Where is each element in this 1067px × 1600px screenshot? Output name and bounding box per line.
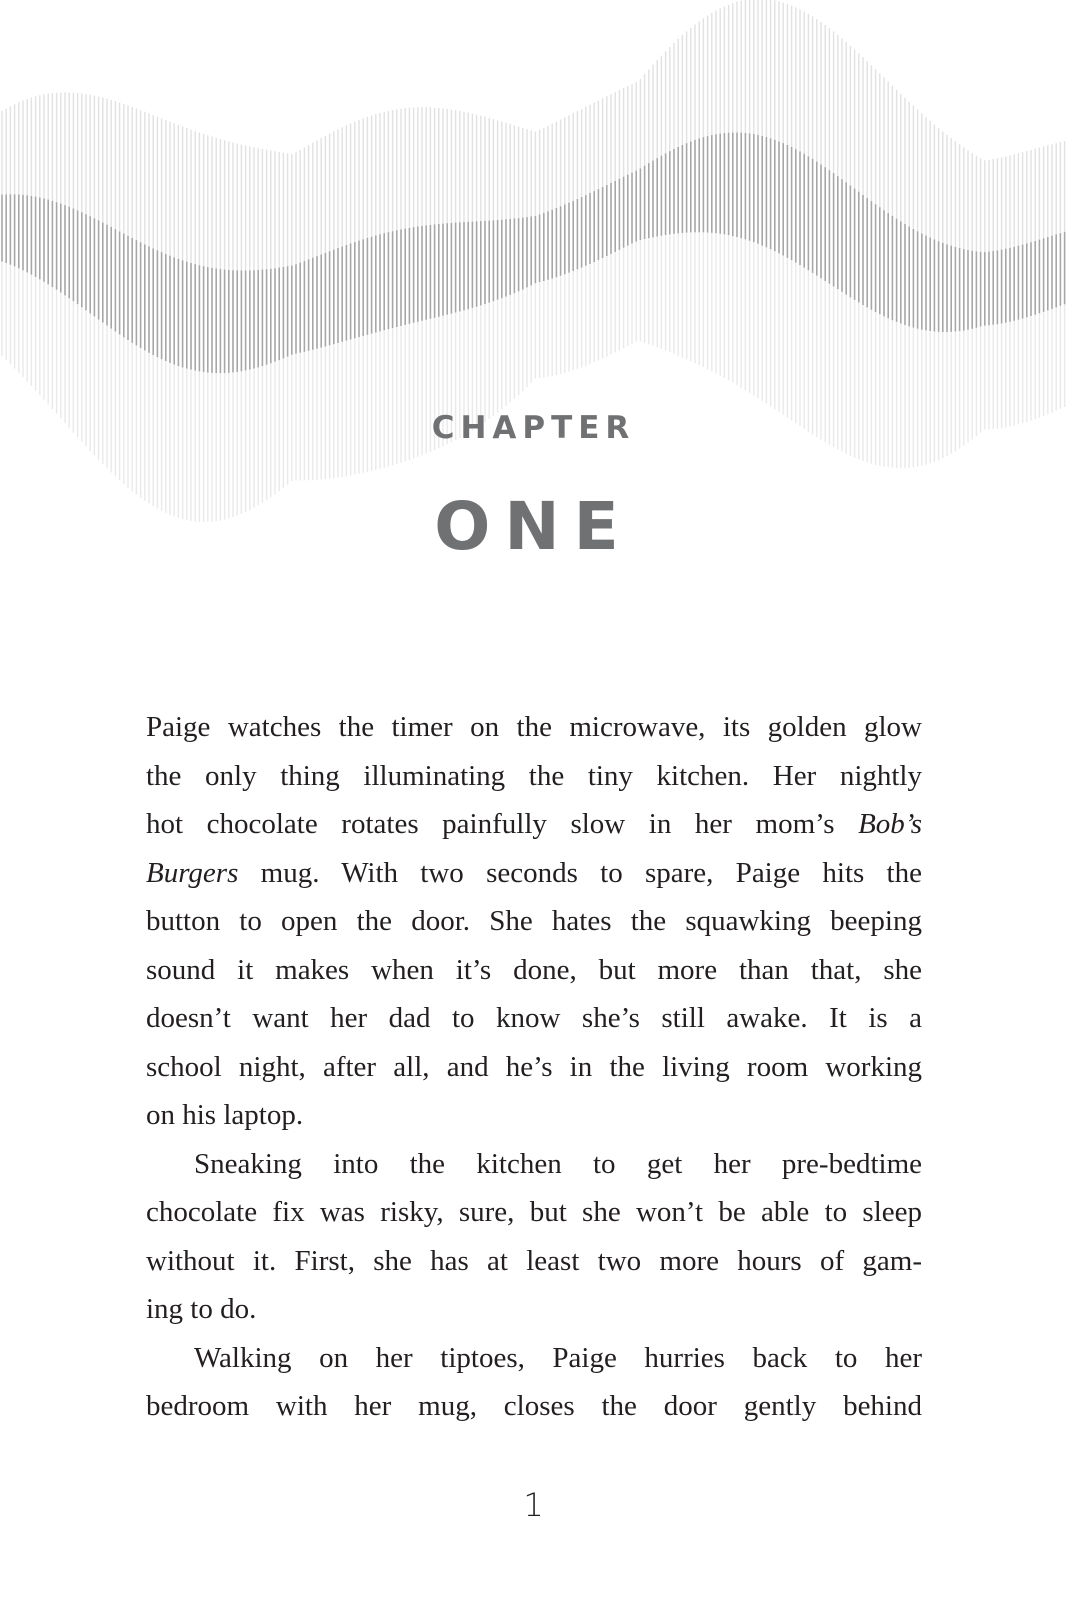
page-number: 1 <box>523 1486 544 1524</box>
text-line: ing to do. <box>146 1293 257 1325</box>
paragraph <box>146 1334 922 1431</box>
text-line: Burgers mug. With two seconds to spare, Paige hits the <box>146 856 922 889</box>
text-line: chocolate fix was risky, sure, but she won’t be able to sleep <box>146 1196 922 1228</box>
paragraph <box>146 703 922 1140</box>
text-line: on his laptop. <box>146 1099 304 1131</box>
sound-wave-icon <box>0 0 1067 700</box>
text-line: button to open the door. She hates the squawking beeping <box>146 905 922 937</box>
text-line: sound it makes when it’s done, but more than that, she <box>146 953 922 986</box>
chapter-number: ONE <box>434 488 633 565</box>
text-line: hot chocolate rotates painfully slow in her mom’s Bob’s <box>146 808 922 840</box>
body-text <box>146 703 922 1431</box>
text-line: without it. First, she has at least two more hours of gam- <box>146 1244 922 1277</box>
text-line: Sneaking into the kitchen to get her pre-bedtime <box>194 1147 922 1180</box>
chapter-label: CHAPTER <box>431 410 636 446</box>
text-line: the only thing illuminating the tiny kitchen. Her nightly <box>146 759 922 792</box>
text-line: doesn’t want her dad to know she’s still awake. It is a <box>146 1002 922 1034</box>
text-line: bedroom with her mug, closes the door gently behind <box>146 1390 922 1422</box>
text-line: school night, after all, and he’s in the living room working <box>146 1050 922 1083</box>
paragraph <box>146 1140 922 1334</box>
text-line: Paige watches the timer on the microwave, its golden glow <box>146 711 922 743</box>
text-line: Walking on her tiptoes, Paige hurries back to her <box>194 1341 922 1374</box>
